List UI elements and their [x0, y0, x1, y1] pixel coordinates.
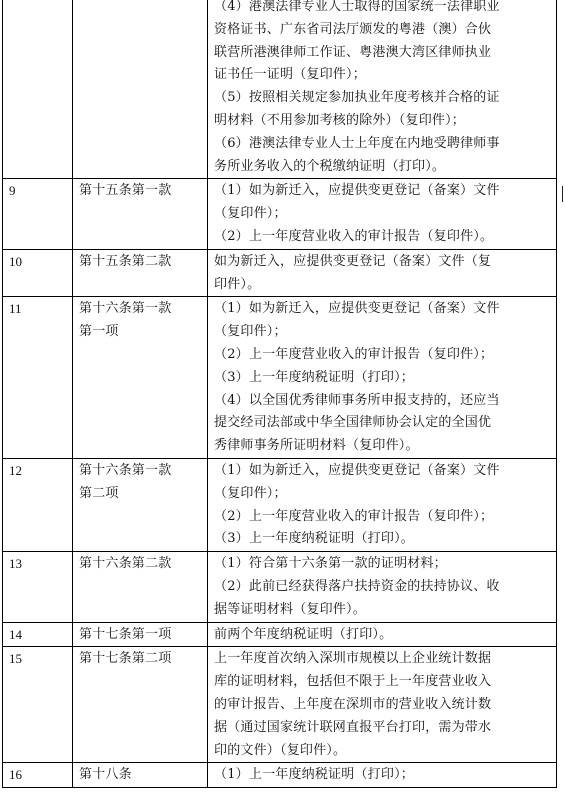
article-cell	[73, 458, 208, 551]
requirement-line: 上一年度首次纳入深圳市规模以上企业统计数据	[214, 651, 492, 667]
article-cell	[73, 622, 208, 647]
table-row	[3, 179, 557, 249]
row-number-cell	[3, 763, 73, 788]
table-row	[3, 622, 557, 647]
requirements-table	[2, 0, 557, 788]
requirement-line: 据（通过国家统计联网直报平台打印，需为带水	[214, 719, 492, 735]
article-line: 第十六条第一款	[79, 462, 172, 478]
requirement-line: （2）上一年度营业收入的审计报告（复印件）；	[214, 508, 494, 524]
requirement-line: 印的文件）（复印件）。	[214, 742, 347, 758]
requirements-cell	[208, 179, 557, 249]
row-number-cell	[3, 179, 73, 249]
requirement-line: （复印件）；	[214, 324, 287, 340]
requirement-line: （1）如为新迁入，应提供变更登记（备案）文件	[214, 183, 500, 199]
requirement-line: 证书任一证明（复印件）；	[214, 67, 366, 83]
row-number: 14	[9, 626, 22, 642]
requirement-line: 库的证明材料，包括但不限于上一年度营业收入	[214, 674, 492, 690]
row-number: 13	[9, 556, 22, 572]
requirement-line: （2）此前已经获得落户扶持资金的扶持协议、收	[214, 578, 500, 594]
requirement-line: （1）如为新迁入，应提供变更登记（备案）文件	[214, 301, 500, 317]
requirements-cell	[208, 763, 557, 788]
requirement-line: 的审计报告、上年度在深圳市的营业收入统计数	[214, 696, 492, 712]
requirements-cell	[208, 552, 557, 622]
table-row	[3, 647, 557, 763]
article-line: 第十五条第一款	[79, 183, 172, 199]
article-line: 第二项	[79, 485, 119, 501]
row-number-cell	[3, 297, 73, 459]
requirement-line: 资格证书、广东省司法厅颁发的粤港（澳）合伙	[214, 21, 492, 37]
row-number: 12	[9, 462, 22, 478]
row-number-cell	[3, 0, 73, 179]
requirement-line: （1）上一年度纳税证明（打印）；	[214, 767, 414, 783]
row-number: 9	[9, 183, 16, 199]
requirement-line: 秀律师事务所证明材料（复印件）。	[214, 438, 419, 454]
requirement-line: （2）上一年度营业收入的审计报告（复印件）；	[214, 346, 494, 362]
table-row	[3, 249, 557, 297]
article-line: 第十五条第二款	[79, 253, 172, 269]
requirements-cell	[208, 622, 557, 647]
article-cell	[73, 297, 208, 459]
requirement-line: 印件）。	[214, 276, 261, 292]
table-row	[3, 297, 557, 459]
requirement-line: （3）上一年度纳税证明（打印）；	[214, 369, 414, 385]
article-cell	[73, 249, 208, 297]
requirement-line: （3）上一年度纳税证明（打印）。	[214, 531, 414, 547]
article-line: 第十七条第二项	[79, 651, 172, 667]
requirement-line: （5）按照相关规定参加执业年度考核并合格的证	[214, 90, 500, 106]
table-row	[3, 552, 557, 622]
requirement-line: 联营所港澳律师工作证、粤港澳大湾区律师执业	[214, 44, 492, 60]
article-cell	[73, 0, 208, 179]
row-number: 15	[9, 651, 22, 667]
requirement-line: （6）港澳法律专业人士上年度在内地受聘律师事	[214, 135, 500, 151]
row-number: 16	[9, 767, 22, 783]
requirement-line: 前两个年度纳税证明（打印）。	[214, 626, 393, 642]
requirement-line: （4）以全国优秀律师事务所申报支持的，还应当	[214, 392, 500, 408]
requirement-line: （1）符合第十六条第一款的证明材料；	[214, 556, 447, 572]
article-cell	[73, 552, 208, 622]
row-number-cell	[3, 622, 73, 647]
article-line: 第十六条第二款	[79, 556, 172, 572]
row-number: 10	[9, 253, 22, 269]
article-cell	[73, 179, 208, 249]
article-line: 第十六条第一款	[79, 301, 172, 317]
requirements-cell	[208, 458, 557, 551]
table-row	[3, 458, 557, 551]
requirement-line: （复印件）；	[214, 485, 287, 501]
article-cell	[73, 763, 208, 788]
table-row	[3, 763, 557, 788]
article-line: 第一项	[79, 324, 119, 340]
requirement-line: 务所业务收入的个税缴纳证明（打印）。	[214, 158, 446, 174]
row-number-cell	[3, 552, 73, 622]
requirement-line: 提交经司法部或中华全国律师协会认定的全国优	[214, 415, 492, 431]
table-row	[3, 0, 557, 179]
requirements-cell	[208, 647, 557, 763]
requirement-line: （4）港澳法律专业人士取得的国家统一法律职业	[214, 0, 500, 14]
requirement-line: （1）如为新迁入，应提供变更登记（备案）文件	[214, 462, 500, 478]
article-cell	[73, 647, 208, 763]
row-number-cell	[3, 647, 73, 763]
requirement-line: 明材料（不用参加考核的除外）（复印件）；	[214, 112, 466, 128]
row-number-cell	[3, 249, 73, 297]
requirement-line: （复印件）；	[214, 206, 287, 222]
row-number: 11	[9, 301, 22, 317]
article-line: 第十七条第一项	[79, 626, 172, 642]
requirements-cell	[208, 249, 557, 297]
requirement-line: （2）上一年度营业收入的审计报告（复印件）。	[214, 228, 494, 244]
requirement-line: 如为新迁入，应提供变更登记（备案）文件（复	[214, 253, 492, 269]
text-cursor	[562, 186, 563, 202]
requirements-cell	[208, 297, 557, 459]
row-number-cell	[3, 458, 73, 551]
requirements-cell	[208, 0, 557, 179]
article-line: 第十八条	[79, 767, 132, 783]
requirement-line: 据等证明材料（复印件）。	[214, 601, 366, 617]
requirements-table-body	[3, 0, 557, 788]
